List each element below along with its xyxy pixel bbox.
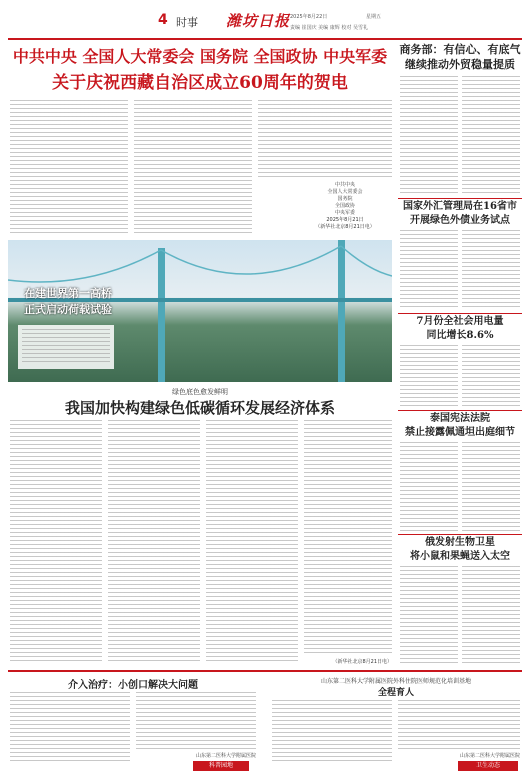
story1-body-b — [462, 76, 520, 196]
photo-note — [18, 325, 114, 369]
story4-body-b — [462, 442, 520, 532]
health-right-col-2 — [398, 700, 520, 752]
story2-body-a — [400, 230, 458, 310]
story3-body-b — [462, 345, 520, 407]
page-number: 4 — [158, 12, 168, 28]
health-left-title: 介入治疗：小创口解决大问题 — [68, 680, 198, 691]
lead-headline-line-1: 中共中央 全国人大常委会 国务院 全国政协 中央军委 — [12, 47, 388, 66]
lead-headline — [8, 44, 392, 96]
green-kicker: 绿色底色愈发鲜明 — [172, 388, 228, 396]
story5-body-b — [462, 566, 520, 664]
green-source: （新华社北京8月21日电） — [332, 659, 392, 665]
story3-body-a — [400, 345, 458, 407]
health-left-org: 山东第二医科大学附属医院 — [195, 753, 256, 759]
story5-body-a — [400, 566, 458, 664]
story3-title: 7月份全社会用电量 同比增长8.6% — [416, 316, 504, 341]
issue-date: 2025年8月22日 — [290, 14, 328, 20]
divider-4 — [398, 534, 522, 535]
lead-headline-line-2: 关于庆祝西藏自治区成立60周年的贺电 — [52, 73, 348, 93]
divider-2 — [398, 313, 522, 314]
green-body-col-3 — [206, 420, 298, 664]
health-left-col-2 — [136, 692, 256, 752]
green-headline: 我国加快构建绿色低碳循环发展经济体系 — [64, 399, 335, 417]
story1-body-a — [400, 76, 458, 196]
photo-caption: 在建世界第一高桥 正式启动荷载试验 — [24, 287, 112, 316]
story4-title: 泰国宪法法院 禁止接露佩通坦出庭细节 — [405, 413, 515, 438]
story5-title: 俄发射生物卫星 将小鼠和果蝇送入太空 — [410, 537, 510, 562]
tag-health: 卫生动态 — [458, 761, 518, 771]
health-right-title: 山东第二医科大学附属医院外科住院医师规范化培训基地 全程育人 — [320, 678, 471, 698]
story4-body-a — [400, 442, 458, 532]
editor-line: 责编 崔国庆 美编 康辉 校对 吴雪礼 — [290, 25, 368, 31]
bridge-photo — [8, 240, 392, 382]
green-body-col-1 — [10, 420, 102, 664]
divider-1 — [398, 198, 522, 199]
story1-title: 商务部：有信心、有底气 继续推动外贸稳量提质 — [399, 43, 521, 71]
lead-body-col-1 — [10, 100, 128, 234]
health-right-col-1 — [272, 700, 392, 762]
paper-logo: 潍坊日报 — [226, 12, 291, 30]
masthead — [8, 6, 522, 40]
section-name: 时事 — [176, 16, 198, 29]
story2-title: 国家外汇管理局在16省市 开展绿色外债业务试点 — [403, 201, 517, 226]
lead-body-col-3 — [258, 100, 392, 180]
health-left-col-1 — [10, 692, 130, 762]
lead-signature: 中共中央 全国人大常委会 国务院 全国政协 中央军委 2025年8月21日 （新华社北京8月21日电） — [315, 182, 375, 230]
green-body-col-2 — [108, 420, 200, 664]
lead-body-col-2 — [134, 100, 252, 234]
issue-weekday: 星期五 — [366, 14, 382, 20]
bottom-band — [8, 670, 522, 770]
green-body-col-4 — [304, 420, 392, 656]
divider-3 — [398, 410, 522, 411]
tag-science: 科普园地 — [193, 761, 249, 771]
health-right-org: 山东第二医科大学附属医院 — [459, 753, 520, 759]
story2-body-b — [462, 230, 520, 310]
